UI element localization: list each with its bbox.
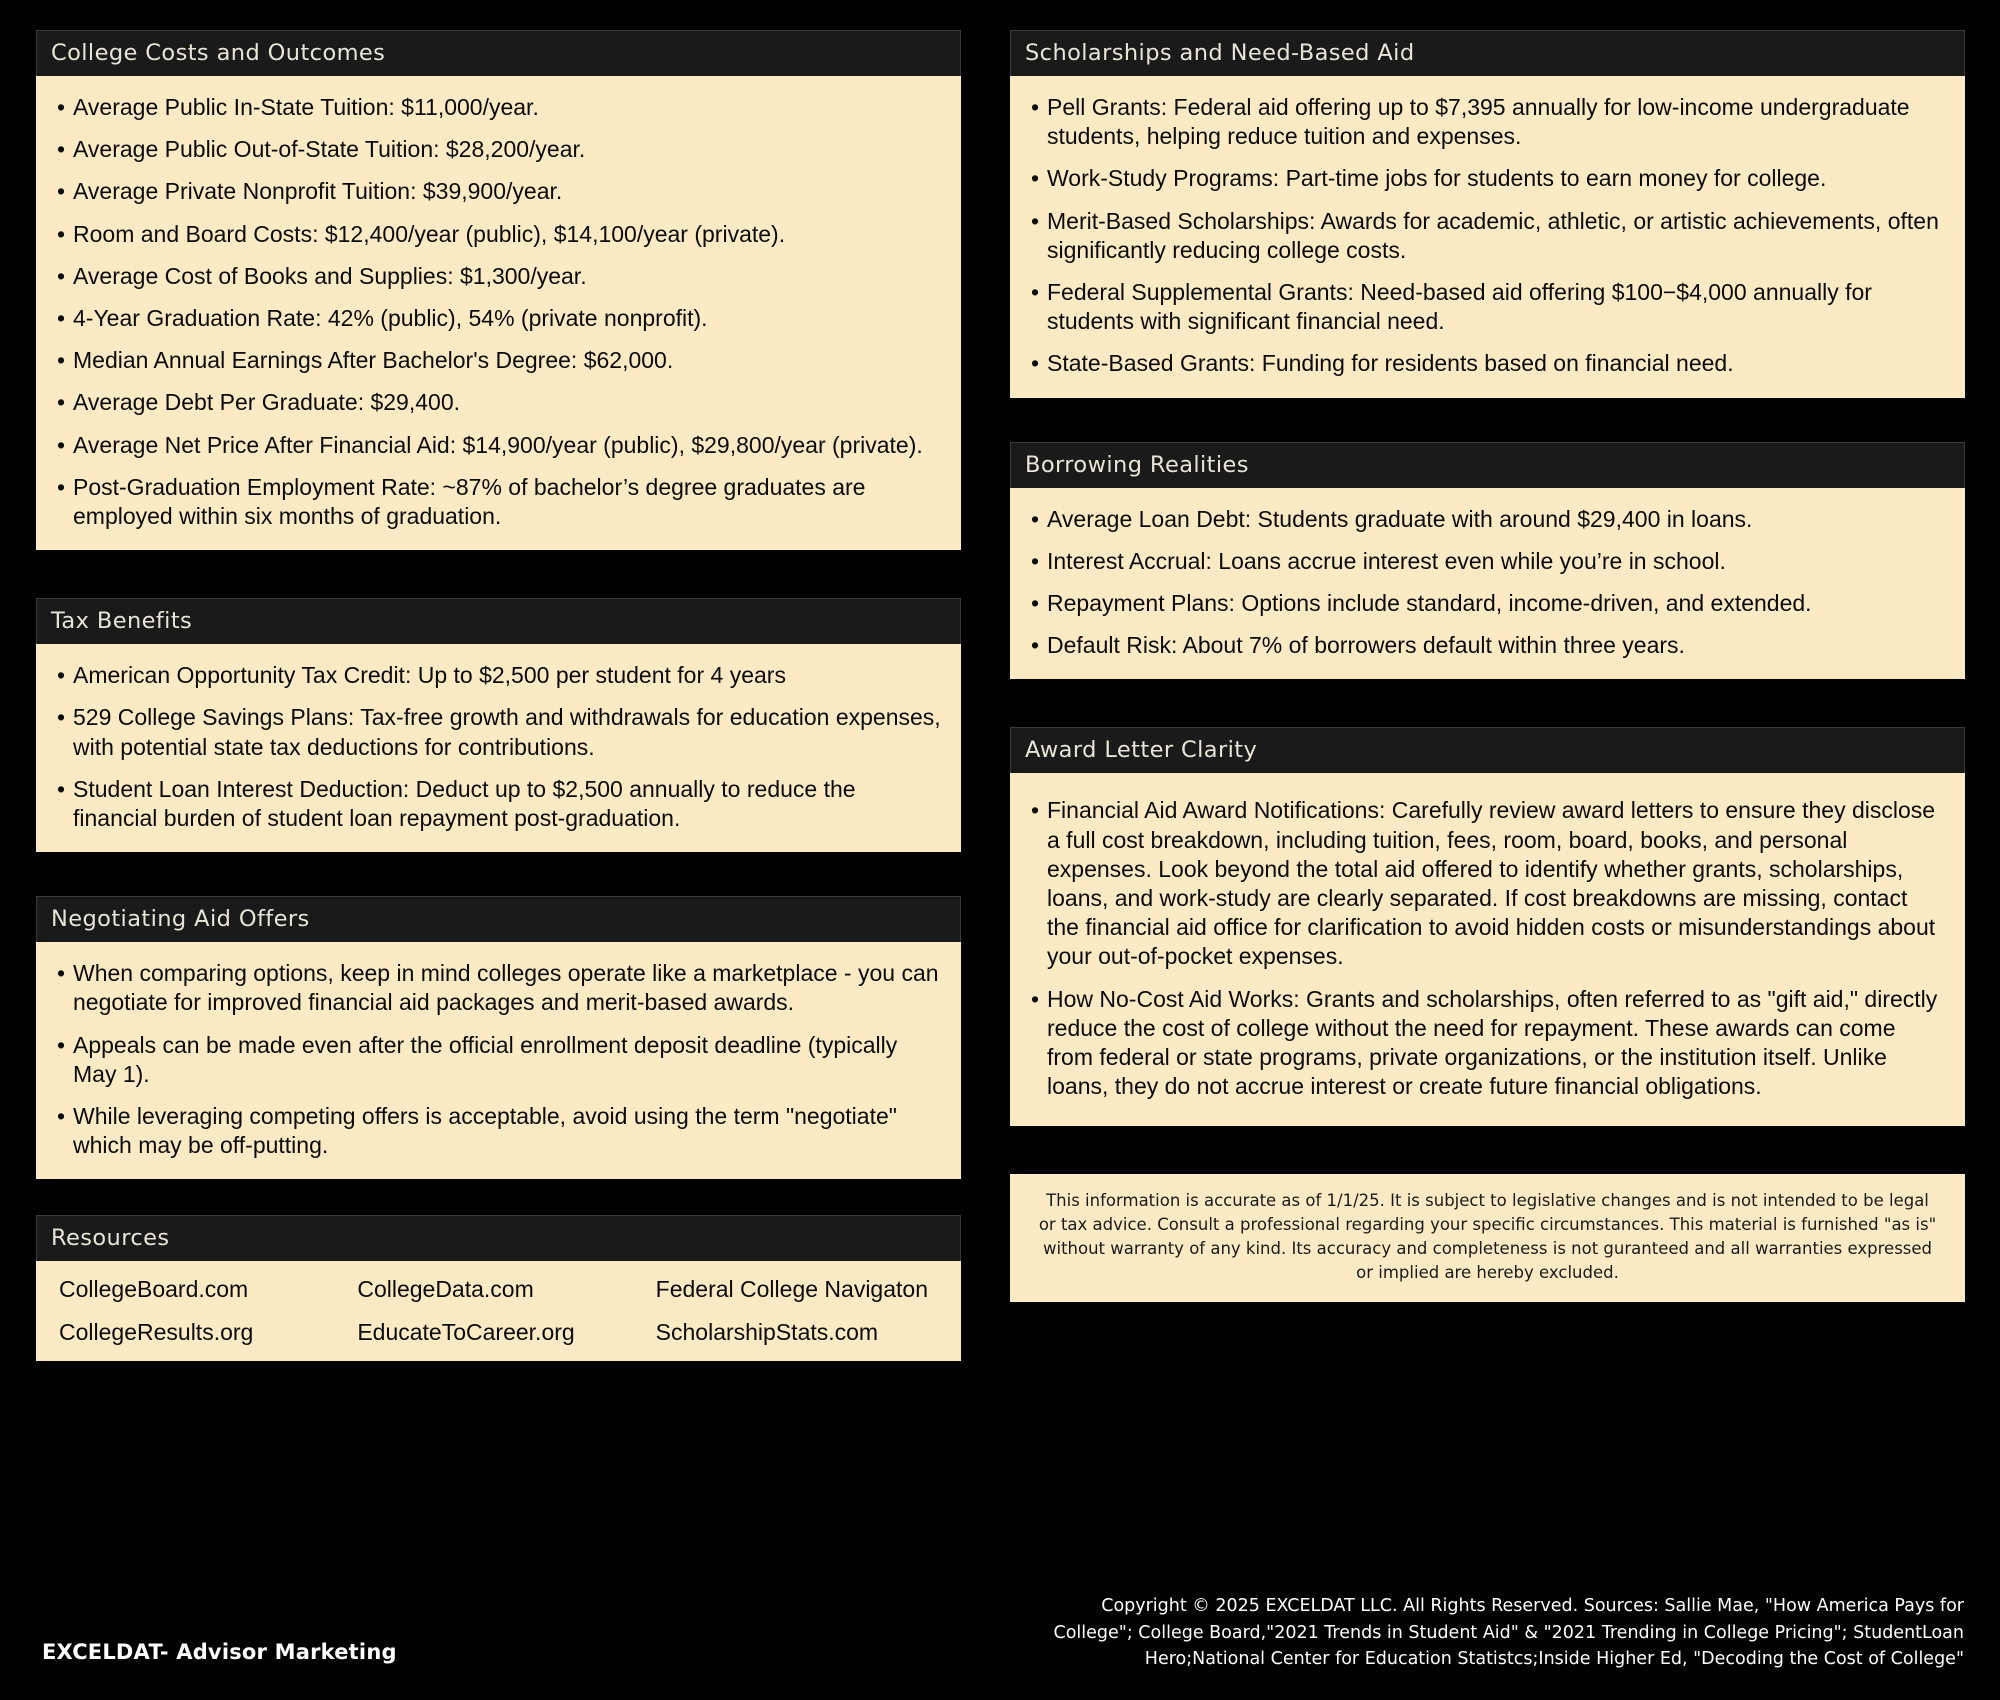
list-item: • Federal Supplemental Grants: Need-based aid offering $100−$4,000 annually for students with significant financial need. (1029, 278, 1946, 336)
card-title-negotiating-aid: Negotiating Aid Offers (36, 896, 961, 942)
card-title-scholarships: Scholarships and Need-Based Aid (1010, 30, 1965, 76)
list-item: • 529 College Savings Plans: Tax-free growth and withdrawals for education expenses, with potential state tax deductions for contributions. (55, 703, 942, 761)
card-title-tax-benefits: Tax Benefits (36, 598, 961, 644)
card-college-costs (36, 30, 961, 550)
list-item: • Financial Aid Award Notifications: Carefully review award letters to ensure they disclose a full cost breakdown, including tuition, fees, room, board, books, and personal expenses. Look beyond the total aid offered to identify whether grants, scholarships, loans, and work-study are clearly separated. If cost breakdowns are missing, contact the financial aid office for clarification to avoid hidden costs or misunderstandings about your out-of-pocket expenses. (1029, 796, 1942, 971)
card-tax-benefits (36, 598, 961, 852)
list-item: • Average Public Out-of-State Tuition: $28,200/year. (55, 135, 942, 164)
brand-footer: EXCELDAT- Advisor Marketing (42, 1640, 397, 1664)
card-scholarships (1010, 30, 1965, 398)
disclaimer-text: This information is accurate as of 1/1/25. It is subject to legislative changes and is not intended to be legal or tax advice. Consult a professional regarding your specific circumstances. This material is furnished "as is" without warranty of any kind. Its accuracy and completeness is not guranteed and all warranties expressed or implied are hereby excluded. (1010, 1174, 1965, 1302)
list-item: • Average Debt Per Graduate: $29,400. (55, 388, 942, 417)
scholarships-list (1029, 93, 1946, 379)
list-item: • Average Public In-State Tuition: $11,000/year. (55, 93, 942, 122)
list-item: • Interest Accrual: Loans accrue interest even while you’re in school. (1029, 547, 1946, 576)
resource-link[interactable]: Federal College Navigaton (655, 1276, 928, 1303)
card-body-resources (36, 1261, 961, 1361)
list-item: • American Opportunity Tax Credit: Up to $2,500 per student for 4 years (55, 661, 942, 690)
list-item: • Pell Grants: Federal aid offering up to $7,395 annually for low-income undergraduate students, helping reduce tuition and expenses. (1029, 93, 1946, 151)
copyright-footer: Copyright © 2025 EXCELDAT LLC. All Rights Reserved. Sources: Sallie Mae, "How America Pays for College"; College Board,"2021 Trends in Student Aid" & "2021 Trending in College Pricing"; StudentLoan Hero;National Center for Education Statistcs;Inside Higher Ed, "Decoding the Cost of College" (1053, 1596, 1964, 1669)
list-item: • How No-Cost Aid Works: Grants and scholarships, often referred to as "gift aid," directly reduce the cost of college without the need for repayment. These awards can come from federal or state programs, private organizations, or the institution itself. Unlike loans, they do not accrue interest or create future financial obligations. (1029, 985, 1942, 1102)
spacer (36, 1179, 961, 1215)
card-title-college-costs: College Costs and Outcomes (36, 30, 961, 76)
resource-link[interactable]: CollegeData.com (357, 1276, 534, 1303)
spacer (1010, 398, 1965, 442)
list-item: • Average Loan Debt: Students graduate with around $29,400 in loans. (1029, 505, 1946, 534)
list-item: • Merit-Based Scholarships: Awards for academic, athletic, or artistic achievements, often significantly reducing college costs. (1029, 207, 1946, 265)
resource-link[interactable]: CollegeBoard.com (59, 1276, 249, 1303)
college-costs-list (55, 93, 942, 531)
list-item: • While leveraging competing offers is acceptable, avoid using the term "negotiate" which may be off-putting. (55, 1102, 942, 1160)
card-title-award-letter-clarity: Award Letter Clarity (1010, 727, 1965, 773)
left-column (36, 30, 961, 1361)
list-item: • State-Based Grants: Funding for residents based on financial need. (1029, 349, 1946, 378)
list-item: • Average Private Nonprofit Tuition: $39,900/year. (55, 177, 942, 206)
borrowing-realities-list (1029, 505, 1946, 661)
card-resources (36, 1215, 961, 1361)
resource-link[interactable]: ScholarshipStats.com (655, 1319, 879, 1346)
list-item: • Default Risk: About 7% of borrowers default within three years. (1029, 631, 1946, 660)
list-item: • Work-Study Programs: Part-time jobs for students to earn money for college. (1029, 164, 1946, 193)
card-borrowing-realities (1010, 442, 1965, 680)
resources-grid (45, 1268, 952, 1354)
card-body-scholarships (1010, 76, 1965, 398)
card-body-borrowing-realities (1010, 488, 1965, 680)
award-letter-list (1029, 796, 1942, 1101)
list-item: • Average Net Price After Financial Aid: $14,900/year (public), $29,800/year (private). (55, 431, 942, 460)
card-body-negotiating-aid (36, 942, 961, 1179)
list-item: • Room and Board Costs: $12,400/year (public), $14,100/year (private). (55, 220, 942, 249)
spacer (36, 550, 961, 598)
resource-link[interactable]: EducateToCareer.org (357, 1319, 575, 1346)
card-title-borrowing-realities: Borrowing Realities (1010, 442, 1965, 488)
list-item: • Appeals can be made even after the official enrollment deposit deadline (typically May 1). (55, 1031, 942, 1089)
list-item: • Median Annual Earnings After Bachelor's Degree: $62,000. (55, 346, 942, 375)
negotiating-aid-list (55, 959, 942, 1160)
spacer (1010, 679, 1965, 727)
card-negotiating-aid (36, 896, 961, 1179)
resource-link[interactable]: CollegeResults.org (59, 1319, 254, 1346)
list-item: • Student Loan Interest Deduction: Deduct up to $2,500 annually to reduce the financial burden of student loan repayment post-graduation. (55, 775, 942, 833)
list-item: • Repayment Plans: Options include standard, income-driven, and extended. (1029, 589, 1946, 618)
spacer (1010, 1126, 1965, 1174)
spacer (36, 852, 961, 896)
card-body-tax-benefits (36, 644, 961, 852)
list-item: • When comparing options, keep in mind colleges operate like a marketplace - you can negotiate for improved financial aid packages and merit-based awards. (55, 959, 942, 1017)
right-column (1010, 30, 1965, 1302)
card-body-college-costs (36, 76, 961, 550)
list-item: • Average Cost of Books and Supplies: $1,300/year. (55, 262, 942, 291)
list-item: • 4-Year Graduation Rate: 42% (public), 54% (private nonprofit). (55, 304, 942, 333)
card-award-letter-clarity (1010, 727, 1965, 1126)
list-item: • Post-Graduation Employment Rate: ~87% of bachelor’s degree graduates are employed within six months of graduation. (55, 473, 942, 531)
card-title-resources: Resources (36, 1215, 961, 1261)
tax-benefits-list (55, 661, 942, 833)
card-body-award-letter-clarity (1010, 773, 1965, 1126)
